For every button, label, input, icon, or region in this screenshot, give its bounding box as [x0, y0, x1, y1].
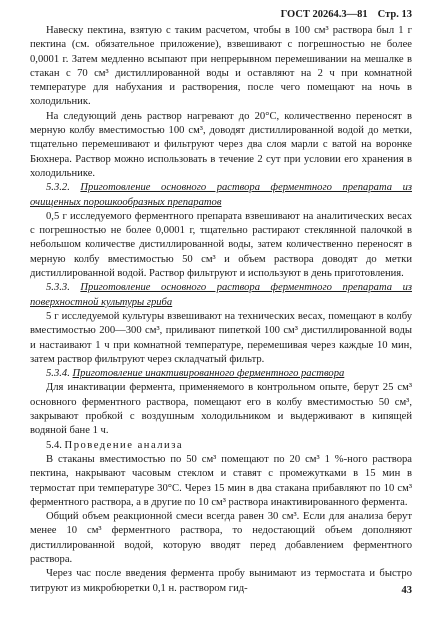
paragraph: В стаканы вместимостью по 50 см³ помещают по 20 см³ 1 %-ного раствора пектина, накрывают часовым стеклом и ставят с промежутками в 15 мин в термостат при температуре 30°С. Через 15 мин в два стакана прибавляют по 10 см³ ферментного раствора, а в другие по 10 см³ раствора инактивированного фермента.	[30, 453, 412, 508]
section-heading-5-3-2	[30, 181, 412, 210]
section-title: Проведение анализа	[64, 439, 184, 451]
section-number: 5.4.	[46, 439, 62, 451]
paragraph: Общий объем реакционной смеси всегда равен 30 см³. Если для анализа берут менее 10 см³ ферментного раствора, то недостающий объем дополняют дистиллированной водой, которую вводят перед добавлением ферментного раствора.	[30, 511, 412, 565]
page-label: Стр. 13	[377, 9, 412, 20]
paragraph: 5 г исследуемой культуры взвешивают на технических весах, помещают в колбу вместимостью 200—300 см³, приливают пипеткой 100 см³ дистиллированной воды и настаивают 1 ч при комнатной температуре, перемешивая через каждые 10 мин, затем раствор фильтруют через складчатый фильтр.	[30, 310, 412, 365]
document-page	[30, 6, 412, 596]
paragraph: Навеску пектина, взятую с таким расчетом, чтобы в 100 см³ раствора был 1 г пектина (см. обязательное приложение), взвешивают с погрешностью не более 0,0001 г. Затем медленно всыпают при непрерывном перемешивании на мешалке в стакан с 70 см³ дистиллированной воды и оставляют на 2 ч при комнатной температуре для набухания и растворения, после чего помещают на ночь в холодильник.	[30, 25, 412, 108]
section-number: 5.3.3.	[46, 282, 70, 294]
paragraph: На следующий день раствор нагревают до 20°С, количественно переносят в мерную колбу вместимостью 100 см³, доводят дистиллированной водой до метки, тщательно перемешивают и фильтруют через два слоя марли с ватой на воронке Бюхнера. Раствор можно использовать в течение 2 сут при условии его хранения в холодильнике.	[30, 110, 412, 179]
section-heading-5-4	[30, 439, 412, 453]
section-number: 5.3.4.	[46, 368, 70, 380]
section-heading-5-3-3	[30, 281, 412, 310]
section-title: Приготовление основного раствора ферментного препарата из очищенных порошкообразных препаратов	[30, 182, 412, 208]
document-body	[30, 24, 412, 596]
section-number: 5.3.2.	[46, 182, 70, 194]
paragraph: Через час после введения фермента пробу вынимают из термостата и быстро титруют из микробюретки 0,1 н. раствором гид-	[30, 568, 412, 594]
section-title: Приготовление инактивированного ферментного раствора	[72, 368, 345, 380]
paragraph: Для инактивации фермента, применяемого в контрольном опыте, берут 25 см³ основного ферментного раствора, помещают его в колбу вместимостью 50 см³, закрывают пробкой с воздушным холодильником и выдерживают в кипящей водяной бане 1 ч.	[30, 382, 412, 437]
standard-code: ГОСТ 20264.3—81	[280, 9, 368, 20]
page-header	[30, 6, 412, 24]
paragraph: 0,5 г исследуемого ферментного препарата взвешивают на аналитических весах с погрешностью не более 0,0001 г, тщательно растирают стеклянной палочкой в небольшом количестве дистиллированной воды, затем количественно переносят в мерную колбу вместимостью 50 см³ и объем раствора доводят до метки дистиллированной водой. Раствор фильтруют и используют в день приготовления.	[30, 210, 412, 280]
section-title: Приготовление основного раствора ферментного препарата из поверхностной культуры гриба	[30, 282, 412, 308]
section-heading-5-3-4	[30, 367, 412, 381]
page-number: 43	[401, 585, 412, 596]
